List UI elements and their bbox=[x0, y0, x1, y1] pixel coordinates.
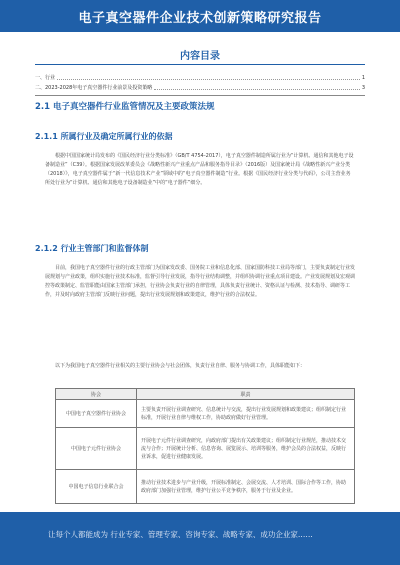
toc-item[interactable] bbox=[35, 73, 365, 81]
table-row bbox=[56, 400, 355, 428]
paragraph-regulators: 目前，我国电子真空器件行业的行政主管部门为国家发改委、国务院工业和信息化部、国家国防科技工业局等部门，主要负责制定行业发展规划与产业政策，组织实施行业技术标准，监督引导行业发展，指导行业结构调整，并组织协调行业重点项目建设。产业发展规划及宏观调控等政策制定、监管职能由国家主管部门承担，行业协会负责行业的自律管理，具体负责行业统计、资格认证与检测、技术指导、调研等工作，并及时向政府主管部门反映行业问题，提出行业发展规划和政策建议，维护行业的合法权益。 bbox=[45, 265, 356, 298]
section-heading: 2.1 电子真空器件行业监管情况及主要政策法规 bbox=[35, 102, 215, 112]
toc-item-page: 3 bbox=[361, 85, 365, 91]
paragraph-industry-basis: 根据中国国家统计局发布的《国民经济行业分类标准》（GB/T 4754-2017），电子真空器件制造所属行业为“计算机、通信和其他电子设备制造业”（C39）。根据国家发展改革委员会《战略性新兴产业重点产品和服务指导目录》（2016版）及国家统计局《战略性新兴产业分类（2018）》，电子真空器件属于“新一代信息技术产业”领域中的“电子真空器件制造”行业。根据《国民经济行业分类与代码》，公司主营业务所处行业为“计算机、通信和其他电子设备制造业”中的“电子器件”细分。 bbox=[45, 153, 354, 186]
association-name: 中国电子真空器件行业协会 bbox=[56, 400, 137, 428]
toc-title: 内容目录 bbox=[180, 51, 220, 62]
association-duty: 推动行业技术进步与产业升级，开展标准制定、会展交流、人才培训、国际合作等工作，协助政府部门加强行业管理，维护行业公平竞争秩序，服务于行业及企业。 bbox=[137, 470, 355, 504]
subsection-heading-industry: 2.1.1 所属行业及确定所属行业的依据 bbox=[35, 132, 173, 141]
associations-table bbox=[55, 388, 355, 504]
section-divider bbox=[35, 95, 365, 96]
toc-item-label: 二、2023-2028年电子真空器件行业前景及投资策略 bbox=[35, 85, 153, 91]
table-header-row bbox=[56, 389, 355, 400]
footer-slogan: 让每个人都能成为 行业专家、管理专家、咨询专家、战略专家、成功企业家…… bbox=[48, 530, 313, 539]
table-row bbox=[56, 470, 355, 504]
association-name: 中国电子元件行业协会 bbox=[56, 428, 137, 470]
toc-divider bbox=[35, 64, 365, 65]
table-header-cell: 职责 bbox=[137, 389, 355, 400]
paragraph-associations-intro: 以下为我国电子真空器件行业相关的主要行业协会与社会团体，负责行业自律、服务与协调工作，具体职能如下： bbox=[55, 363, 306, 369]
association-name: 中国电子信息行业联合会 bbox=[56, 470, 137, 504]
subsection-heading-regulators: 2.1.2 行业主管部门和监督体制 bbox=[35, 244, 149, 253]
toc-leader-dots bbox=[57, 79, 360, 80]
association-duty: 主要负责开展行业调查研究、信息统计与交流，提出行业发展规划和政策建议；组织制定行业标准，开展行业自律与维权工作，协助政府做好行业管理。 bbox=[137, 400, 355, 428]
report-title: 电子真空器件企业技术创新策略研究报告 bbox=[78, 11, 322, 26]
report-header-band bbox=[0, 0, 400, 32]
footer-band bbox=[0, 512, 400, 565]
table-row bbox=[56, 428, 355, 470]
toc-item-page: 1 bbox=[361, 75, 365, 81]
toc-leader-dots bbox=[154, 89, 360, 90]
toc-item-label: 一、行业 bbox=[35, 75, 56, 81]
toc-list bbox=[35, 73, 365, 93]
table-header-cell: 协会 bbox=[56, 389, 137, 400]
toc-item[interactable] bbox=[35, 83, 365, 91]
association-duty: 开展电子元件行业调查研究，向政府部门提出有关政策建议；组织制定行业规范，推动技术交流与合作；开展统计分析、信息咨询、展览展示、培训等服务，维护会员的合法权益，反映行业诉求，促进行业健康发展。 bbox=[137, 428, 355, 470]
